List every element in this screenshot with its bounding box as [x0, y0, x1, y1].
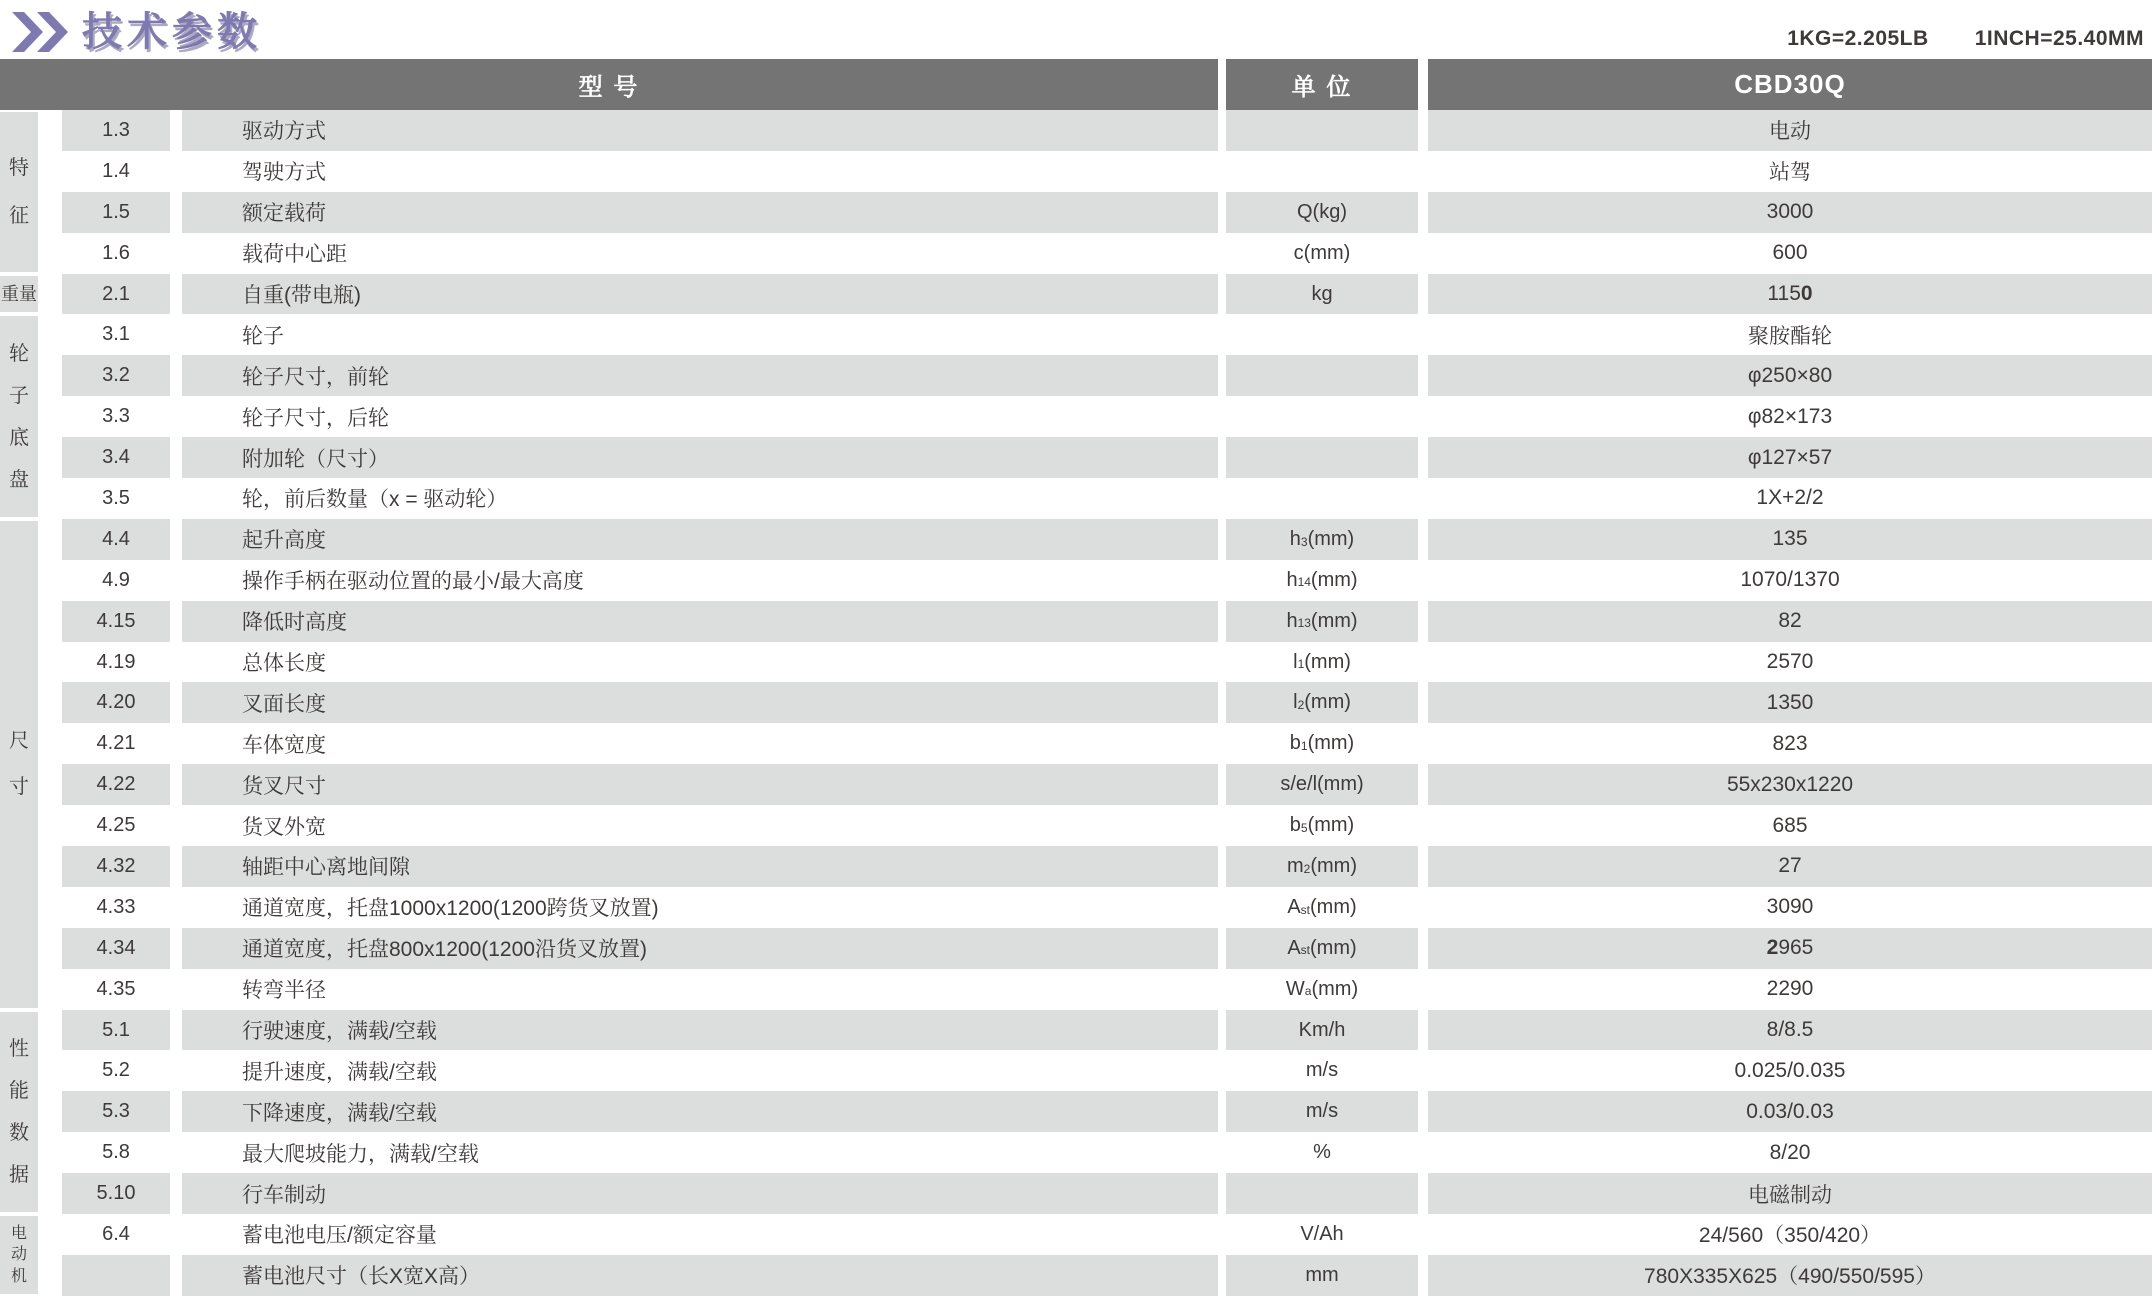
row-number-cell: 2.1 — [62, 274, 170, 315]
value-cell: 823 — [1428, 723, 2152, 764]
sidebar-group-2: 重量 — [0, 276, 38, 313]
spec-name-cell: 起升高度 — [182, 519, 1218, 560]
sidebar-group-4: 尺 寸 — [0, 521, 38, 1008]
value-cell: 电动 — [1428, 110, 2152, 151]
value-cell: 600 — [1428, 233, 2152, 274]
unit-cell: W a (mm) — [1226, 969, 1418, 1010]
spec-name-cell: 轮子 — [182, 314, 1218, 355]
row-number-cell: 1.5 — [62, 192, 170, 233]
value-cell: 1070/1370 — [1428, 560, 2152, 601]
row-number-cell: 3.3 — [62, 396, 170, 437]
spec-name-cell: 提升速度，满载/空载 — [182, 1050, 1218, 1091]
value-cell: 0.025/0.035 — [1428, 1050, 2152, 1091]
row-number-cell: 4.25 — [62, 805, 170, 846]
spec-name-cell: 最大爬坡能力，满载/空载 — [182, 1132, 1218, 1173]
row-number-cell: 4.34 — [62, 928, 170, 969]
unit-cell: h 14 (mm) — [1226, 560, 1418, 601]
value-cell: 55x230x1220 — [1428, 764, 2152, 805]
column-header-value: CBD30Q — [1428, 59, 2152, 110]
spec-name-cell: 轮，前后数量（x = 驱动轮） — [182, 478, 1218, 519]
unit-cell: b 1 (mm) — [1226, 723, 1418, 764]
unit-cell: c(mm) — [1226, 233, 1418, 274]
unit-cell: l 1 (mm) — [1226, 642, 1418, 683]
unit-cell: A st (mm) — [1226, 928, 1418, 969]
row-number-cell: 3.5 — [62, 478, 170, 519]
unit-cell: l 2 (mm) — [1226, 682, 1418, 723]
unit-cell — [1226, 437, 1418, 478]
value-cell: 0.03/0.03 — [1428, 1091, 2152, 1132]
unit-cell: m/s — [1226, 1091, 1418, 1132]
value-cell: 2290 — [1428, 969, 2152, 1010]
sidebar-group-3: 轮 子 底 盘 — [0, 316, 38, 516]
unit-cell: m 2 (mm) — [1226, 846, 1418, 887]
spec-name-cell: 载荷中心距 — [182, 233, 1218, 274]
unit-cell: kg — [1226, 274, 1418, 315]
row-number-cell: 1.6 — [62, 233, 170, 274]
chevron-double-icon — [12, 12, 68, 52]
unit-cell: b 5 (mm) — [1226, 805, 1418, 846]
spec-name-cell: 下降速度，满载/空载 — [182, 1091, 1218, 1132]
unit-cell: Km/h — [1226, 1010, 1418, 1051]
unit-cell — [1226, 478, 1418, 519]
spec-name-cell: 通道宽度，托盘800x1200(1200沿货叉放置) — [182, 928, 1218, 969]
unit-cell: h 13 (mm) — [1226, 601, 1418, 642]
spec-name-cell: 行车制动 — [182, 1173, 1218, 1214]
spec-name-cell: 驱动方式 — [182, 110, 1218, 151]
row-number-cell: 5.2 — [62, 1050, 170, 1091]
unit-cell: % — [1226, 1132, 1418, 1173]
sidebar-group-6: 电 动 机 — [0, 1216, 38, 1294]
value-cell: 115 0 — [1428, 274, 2152, 315]
spec-name-cell: 轮子尺寸，后轮 — [182, 396, 1218, 437]
spec-name-cell: 叉面长度 — [182, 682, 1218, 723]
spec-name-cell: 附加轮（尺寸） — [182, 437, 1218, 478]
value-cell: 27 — [1428, 846, 2152, 887]
unit-cell: mm — [1226, 1255, 1418, 1296]
row-number-cell: 4.15 — [62, 601, 170, 642]
spec-name-cell: 货叉尺寸 — [182, 764, 1218, 805]
value-cell: 24/560（350/420） — [1428, 1214, 2152, 1255]
value-cell: 电磁制动 — [1428, 1173, 2152, 1214]
spec-name-cell: 操作手柄在驱动位置的最小/最大高度 — [182, 560, 1218, 601]
row-number-cell: 4.19 — [62, 642, 170, 683]
page-title: 技术参数 — [82, 9, 262, 54]
sidebar-group-5: 性 能 数 据 — [0, 1012, 38, 1212]
value-cell: 780X335X625（490/550/595） — [1428, 1255, 2152, 1296]
spec-name-cell: 通道宽度，托盘1000x1200(1200跨货叉放置) — [182, 887, 1218, 928]
unit-cell — [1226, 314, 1418, 355]
row-number-cell: 5.10 — [62, 1173, 170, 1214]
unit-cell: Q(kg) — [1226, 192, 1418, 233]
row-number-cell: 4.22 — [62, 764, 170, 805]
row-number-cell: 4.35 — [62, 969, 170, 1010]
unit-cell — [1226, 151, 1418, 192]
row-number-cell: 1.4 — [62, 151, 170, 192]
column-header-model: 型 号 — [0, 59, 1218, 110]
column-header-unit: 单 位 — [1226, 59, 1418, 110]
value-cell: φ82×173 — [1428, 396, 2152, 437]
row-number-cell: 4.32 — [62, 846, 170, 887]
unit-cell — [1226, 110, 1418, 151]
unit-cell: s/e/l(mm) — [1226, 764, 1418, 805]
unit-cell: V/Ah — [1226, 1214, 1418, 1255]
unit-cell: m/s — [1226, 1050, 1418, 1091]
spec-name-cell: 蓄电池尺寸（长X宽X高） — [182, 1255, 1218, 1296]
row-number-cell: 5.3 — [62, 1091, 170, 1132]
title-bar — [0, 0, 2152, 59]
value-cell: 聚胺酯轮 — [1428, 314, 2152, 355]
inch-conversion-note: 1INCH=25.40MM — [1974, 26, 2144, 50]
row-number-cell: 3.4 — [62, 437, 170, 478]
value-cell: 82 — [1428, 601, 2152, 642]
value-cell: 2570 — [1428, 642, 2152, 683]
spec-name-cell: 轮子尺寸，前轮 — [182, 355, 1218, 396]
row-number-cell — [62, 1255, 170, 1296]
spec-name-cell: 蓄电池电压/额定容量 — [182, 1214, 1218, 1255]
value-cell: 3000 — [1428, 192, 2152, 233]
row-number-cell: 5.1 — [62, 1010, 170, 1051]
value-cell: 1X+2/2 — [1428, 478, 2152, 519]
row-number-cell: 5.8 — [62, 1132, 170, 1173]
spec-name-cell: 驾驶方式 — [182, 151, 1218, 192]
sidebar-group-1: 特 征 — [0, 112, 38, 272]
value-cell: 3090 — [1428, 887, 2152, 928]
value-cell: 685 — [1428, 805, 2152, 846]
unit-cell — [1226, 1173, 1418, 1214]
row-number-cell: 4.4 — [62, 519, 170, 560]
row-number-cell: 1.3 — [62, 110, 170, 151]
value-cell: φ250×80 — [1428, 355, 2152, 396]
spec-name-cell: 总体长度 — [182, 642, 1218, 683]
value-cell: 2 965 — [1428, 928, 2152, 969]
title-wrap — [12, 9, 262, 54]
row-number-cell: 3.2 — [62, 355, 170, 396]
value-cell: 站驾 — [1428, 151, 2152, 192]
spec-name-cell: 行驶速度，满载/空载 — [182, 1010, 1218, 1051]
spec-name-cell: 轴距中心离地间隙 — [182, 846, 1218, 887]
unit-conversion-notes — [1787, 13, 2144, 51]
value-cell: 1350 — [1428, 682, 2152, 723]
spec-name-cell: 转弯半径 — [182, 969, 1218, 1010]
spec-name-cell: 车体宽度 — [182, 723, 1218, 764]
value-cell: φ127×57 — [1428, 437, 2152, 478]
unit-cell — [1226, 396, 1418, 437]
row-number-cell: 4.20 — [62, 682, 170, 723]
spec-name-cell: 额定载荷 — [182, 192, 1218, 233]
kg-conversion-note: 1KG=2.205LB — [1787, 26, 1929, 50]
unit-cell: A st (mm) — [1226, 887, 1418, 928]
row-number-cell: 3.1 — [62, 314, 170, 355]
row-number-cell: 4.21 — [62, 723, 170, 764]
spec-name-cell: 货叉外宽 — [182, 805, 1218, 846]
value-cell: 8/20 — [1428, 1132, 2152, 1173]
row-number-cell: 4.9 — [62, 560, 170, 601]
row-number-cell: 4.33 — [62, 887, 170, 928]
unit-cell — [1226, 355, 1418, 396]
spec-table — [0, 59, 2152, 1296]
unit-cell: h 3 (mm) — [1226, 519, 1418, 560]
value-cell: 8/8.5 — [1428, 1010, 2152, 1051]
spec-name-cell: 自重(带电瓶) — [182, 274, 1218, 315]
spec-name-cell: 降低时高度 — [182, 601, 1218, 642]
row-number-cell: 6.4 — [62, 1214, 170, 1255]
value-cell: 135 — [1428, 519, 2152, 560]
